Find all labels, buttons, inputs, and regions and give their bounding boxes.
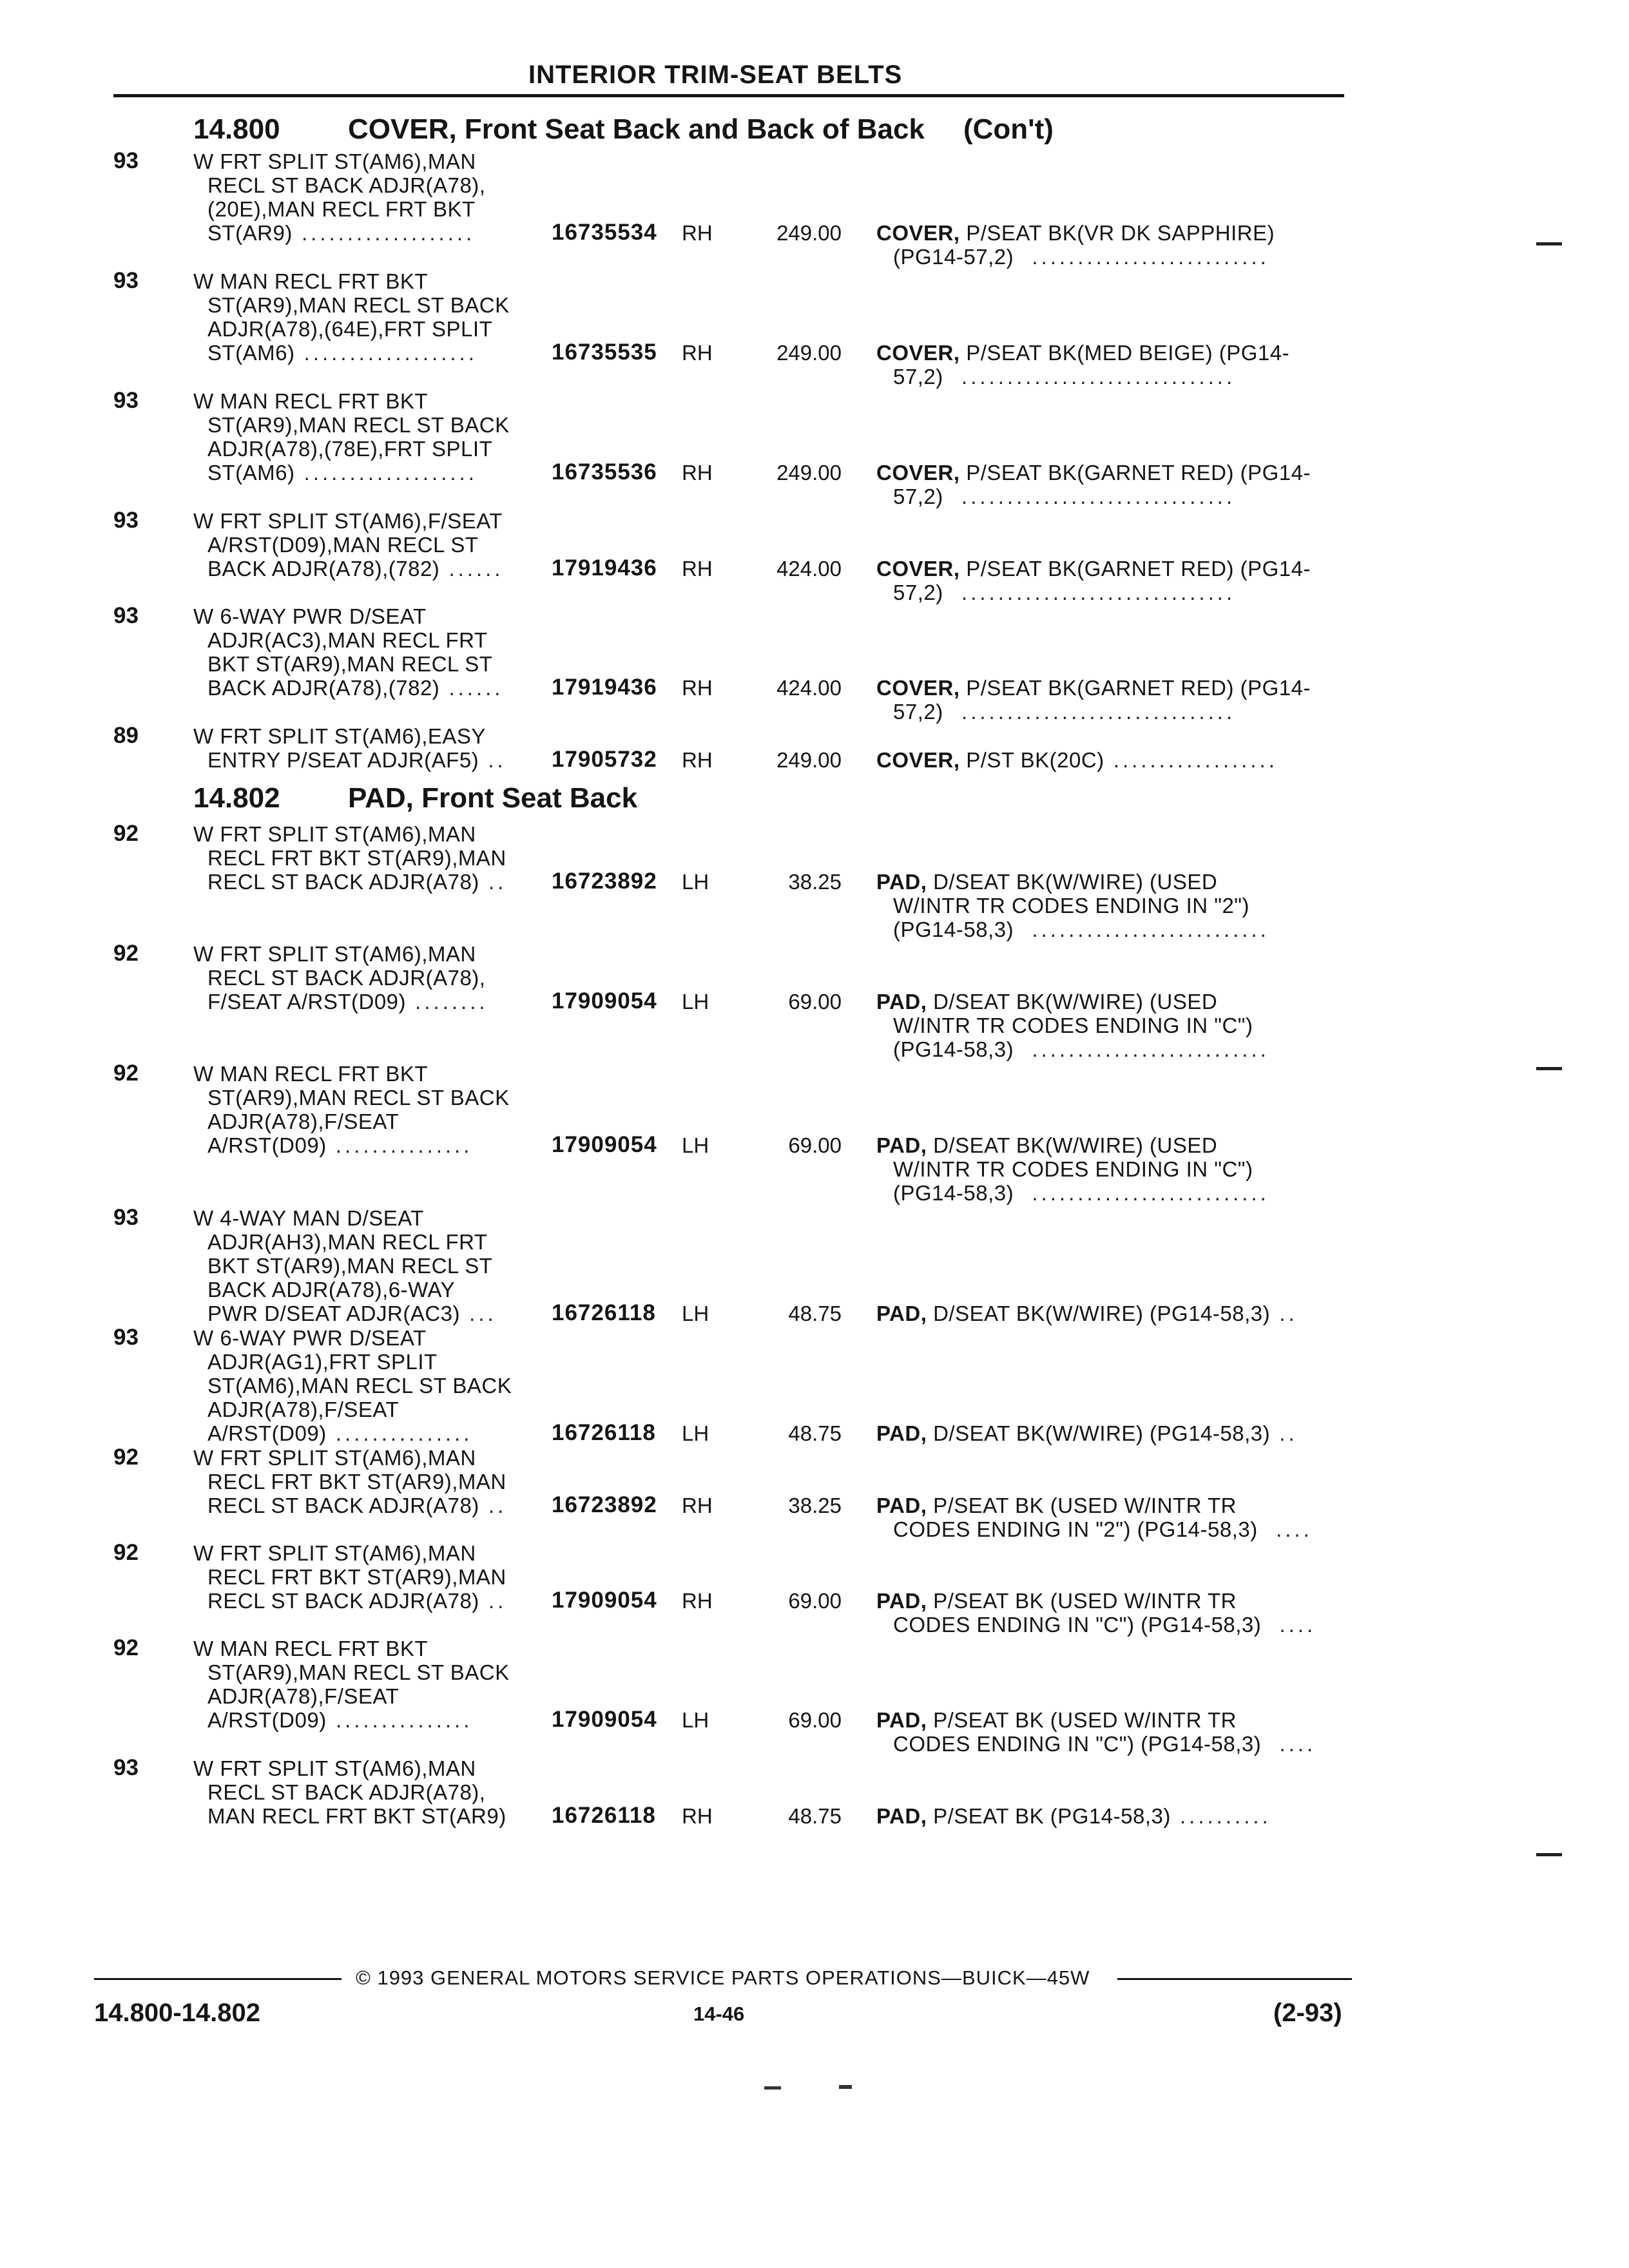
part-name-continuation-text: CODES ENDING IN "2") (PG14-58,3) (893, 1517, 1258, 1541)
usage-text: ST(AR9),MAN RECL ST BACK (207, 1660, 510, 1684)
part-name-detail: P/SEAT BK(GARNET RED) (PG14- (959, 676, 1311, 700)
part-name-keyword: COVER, (876, 557, 960, 581)
footer-revision: (2-93) (1273, 1999, 1342, 2027)
usage-text: W FRT SPLIT ST(AM6),MAN (193, 1446, 476, 1470)
part-number: 16726118 (552, 1300, 656, 1325)
part-name-continuation (893, 1613, 1316, 1637)
part-name-keyword: COVER, (876, 676, 960, 700)
part-price: 38.25 (788, 1494, 842, 1517)
usage-description-line (207, 173, 485, 198)
usage-text: W FRT SPLIT ST(AM6),MAN (193, 942, 476, 966)
part-name-continuation (893, 485, 1235, 509)
part-name-continuation (893, 365, 1235, 389)
part-price: 424.00 (776, 557, 842, 581)
section-number: 14.802 (193, 782, 280, 814)
usage-text: A/RST(D09) (207, 1421, 327, 1445)
part-name (876, 1494, 1237, 1518)
part-side: LH (682, 1133, 709, 1157)
part-side: LH (682, 1708, 709, 1732)
usage-text: ADJR(A78),F/SEAT (207, 1398, 400, 1421)
dot-leader: ............... (326, 1133, 473, 1157)
entry-code: 93 (113, 388, 139, 413)
part-name-keyword: PAD, (876, 870, 927, 894)
scan-speck (764, 2086, 781, 2090)
part-name (876, 1133, 1217, 1158)
entry-code: 93 (113, 148, 139, 173)
dot-leader: ............... (326, 1708, 473, 1732)
usage-description-line (207, 748, 506, 773)
usage-description-line (207, 1470, 506, 1494)
part-name-detail: P/SEAT BK(MED BEIGE) (PG14- (959, 341, 1290, 365)
part-side: RH (682, 221, 713, 245)
usage-description-line (207, 533, 479, 557)
dot-leader: .. (1270, 1302, 1298, 1325)
usage-text: W 6-WAY PWR D/SEAT (193, 1326, 427, 1350)
part-side: LH (682, 1302, 709, 1325)
part-name-continuation-text: 57,2) (893, 581, 943, 604)
part-name-detail: P/SEAT BK (USED W/INTR TR (927, 1494, 1237, 1517)
part-price: 249.00 (776, 221, 842, 245)
dot-leader: .. (1270, 1421, 1298, 1445)
usage-description-line (207, 1133, 472, 1158)
part-name-detail: P/SEAT BK (USED W/INTR TR (927, 1708, 1237, 1732)
footer-rule-right (1117, 1978, 1352, 1980)
usage-description-line (207, 341, 477, 365)
part-name-keyword: PAD, (876, 990, 927, 1014)
part-name-keyword: COVER, (876, 461, 960, 485)
dot-leader: .................. (1104, 748, 1278, 772)
usage-description-line (207, 1350, 438, 1374)
part-name-continuation-text: 57,2) (893, 700, 943, 724)
part-side: LH (682, 1421, 709, 1445)
entry-code: 93 (113, 1325, 139, 1350)
usage-description-line (207, 293, 510, 318)
usage-text: W 4-WAY MAN D/SEAT (193, 1206, 424, 1230)
usage-description-line (207, 1589, 506, 1613)
part-name-keyword: PAD, (876, 1494, 927, 1517)
usage-description-line (193, 1637, 428, 1661)
header-rule (113, 94, 1344, 97)
usage-description-line (193, 942, 476, 966)
section-number: 14.800 (193, 113, 280, 145)
part-number: 16726118 (552, 1420, 656, 1445)
usage-description-line (207, 413, 510, 437)
part-name (876, 341, 1289, 365)
part-price: 48.75 (788, 1302, 842, 1325)
usage-description-line (207, 557, 503, 581)
dot-leader: ... (460, 1302, 497, 1325)
usage-text: RECL ST BACK ADJR(A78), (207, 1780, 486, 1804)
usage-description-line (193, 389, 428, 414)
usage-description-line (207, 1494, 506, 1518)
part-name (876, 990, 1217, 1014)
dot-leader: .......................... (1014, 1181, 1269, 1205)
entry-code: 92 (113, 1061, 139, 1086)
usage-description-line (207, 317, 492, 341)
section-title: PAD, Front Seat Back (348, 782, 638, 814)
usage-description-line (207, 1254, 492, 1278)
margin-tick (1536, 1067, 1562, 1070)
usage-text: ENTRY P/SEAT ADJR(AF5) (207, 748, 479, 772)
usage-text: W MAN RECL FRT BKT (193, 389, 429, 413)
part-price: 48.75 (788, 1804, 842, 1828)
page-header: INTERIOR TRIM-SEAT BELTS (528, 61, 903, 89)
part-side: RH (682, 1589, 713, 1613)
usage-text: ADJR(A78),F/SEAT (207, 1110, 400, 1133)
part-name-continuation (893, 918, 1269, 942)
usage-text: ADJR(AC3),MAN RECL FRT (207, 628, 488, 652)
entry-code: 93 (113, 603, 139, 628)
usage-description-line (207, 652, 492, 677)
part-name-continuation-text: CODES ENDING IN "C") (PG14-58,3) (893, 1732, 1262, 1756)
part-name-continuation (893, 700, 1235, 724)
usage-description-line (193, 1326, 427, 1350)
part-name-keyword: COVER, (876, 748, 960, 772)
usage-description-line (193, 509, 503, 533)
usage-description-line (207, 1110, 399, 1134)
part-number: 17905732 (552, 747, 657, 772)
part-side: RH (682, 1804, 713, 1828)
part-name-continuation (893, 1517, 1313, 1542)
part-number: 16723892 (552, 1492, 657, 1517)
usage-description-line (207, 1302, 497, 1326)
usage-text: A/RST(D09) (207, 1708, 327, 1732)
part-name-keyword: COVER, (876, 341, 960, 365)
usage-description-line (207, 1684, 399, 1709)
part-name-continuation-text: (PG14-58,3) (893, 1037, 1014, 1061)
part-number: 17909054 (552, 1707, 657, 1732)
part-number: 17909054 (552, 1588, 657, 1613)
usage-text: ST(AM6) (207, 461, 295, 485)
part-name-detail: P/SEAT BK(GARNET RED) (PG14- (959, 461, 1311, 485)
usage-text: (20E),MAN RECL FRT BKT (207, 197, 476, 221)
dot-leader: .............................. (943, 700, 1236, 724)
dot-leader: ...... (439, 557, 504, 581)
dot-leader: .............................. (943, 365, 1236, 389)
dot-leader: .... (1261, 1613, 1316, 1637)
usage-description-line (207, 966, 485, 990)
entry-code: 93 (113, 268, 139, 293)
usage-text: MAN RECL FRT BKT ST(AR9) (207, 1804, 506, 1828)
footer-page-number: 14-46 (693, 2003, 745, 2025)
part-name-detail: P/SEAT BK (PG14-58,3) (927, 1804, 1171, 1828)
dot-leader: ...... (439, 676, 504, 700)
usage-description-line (193, 822, 476, 847)
usage-description-line (207, 1780, 485, 1805)
part-price: 69.00 (788, 1708, 842, 1732)
part-price: 249.00 (776, 461, 842, 485)
part-name-continuation-text: (PG14-57,2) (893, 245, 1014, 269)
scan-speck (839, 2085, 852, 2089)
usage-description-line (193, 1206, 424, 1231)
usage-description-line (207, 221, 475, 245)
part-price: 249.00 (776, 748, 842, 772)
entry-code: 93 (113, 508, 139, 533)
part-side: RH (682, 341, 713, 365)
entry-code: 92 (113, 821, 139, 846)
part-name-detail: D/SEAT BK(W/WIRE) (USED (927, 990, 1218, 1014)
part-number: 16735534 (552, 220, 657, 245)
dot-leader: .. (479, 1589, 507, 1613)
part-name-detail: P/ST BK(20C) (959, 748, 1104, 772)
usage-text: W FRT SPLIT ST(AM6),F/SEAT (193, 509, 503, 533)
usage-text: A/RST(D09) (207, 1133, 327, 1157)
part-name (876, 461, 1311, 485)
entry-code: 93 (113, 1755, 139, 1780)
usage-description-line (193, 269, 428, 294)
usage-text: W MAN RECL FRT BKT (193, 1637, 429, 1660)
usage-text: W FRT SPLIT ST(AM6),MAN (193, 1756, 476, 1780)
part-name-continuation-text: CODES ENDING IN "C") (PG14-58,3) (893, 1613, 1262, 1637)
part-number: 16735536 (552, 459, 657, 485)
part-name-detail: D/SEAT BK(W/WIRE) (USED (927, 1133, 1218, 1157)
dot-leader: ................... (292, 221, 476, 245)
usage-description-line (207, 1398, 399, 1422)
usage-text: W 6-WAY PWR D/SEAT (193, 604, 427, 628)
usage-text: BKT ST(AR9),MAN RECL ST (207, 652, 493, 676)
part-name (876, 1589, 1237, 1613)
dot-leader: .......................... (1014, 1037, 1269, 1061)
entry-code: 92 (113, 1445, 139, 1470)
part-price: 249.00 (776, 341, 842, 365)
part-name (876, 676, 1311, 700)
usage-description-line (207, 1086, 510, 1110)
usage-text: RECL FRT BKT ST(AR9),MAN (207, 1565, 506, 1589)
entry-code: 89 (113, 723, 139, 748)
entry-code: 92 (113, 941, 139, 966)
part-name-keyword: PAD, (876, 1708, 927, 1732)
footer-rule-left (94, 1978, 342, 1980)
usage-text: ST(AM6) (207, 341, 295, 365)
usage-text: BACK ADJR(A78),(782) (207, 557, 440, 581)
usage-description-line (207, 1278, 455, 1302)
usage-description-line (207, 1804, 506, 1829)
part-side: RH (682, 748, 713, 772)
part-number: 17909054 (552, 988, 657, 1014)
usage-text: ST(AR9) (207, 221, 293, 245)
usage-description-line (207, 628, 488, 653)
usage-text: ADJR(A78),(64E),FRT SPLIT (207, 317, 493, 341)
part-name (876, 1302, 1298, 1326)
part-side: LH (682, 870, 709, 894)
footer-range: 14.800-14.802 (94, 1999, 261, 2027)
usage-description-line (193, 1541, 476, 1566)
part-name-keyword: PAD, (876, 1589, 927, 1613)
usage-description-line (193, 604, 427, 629)
usage-text: ADJR(AH3),MAN RECL FRT (207, 1230, 488, 1254)
usage-text: ST(AR9),MAN RECL ST BACK (207, 1086, 510, 1110)
usage-text: ST(AM6),MAN RECL ST BACK (207, 1374, 512, 1398)
part-price: 38.25 (788, 870, 842, 894)
usage-description-line (207, 846, 506, 870)
section-title: COVER, Front Seat Back and Back of Back (348, 113, 925, 145)
usage-text: RECL FRT BKT ST(AR9),MAN (207, 846, 506, 870)
dot-leader: ........ (406, 990, 488, 1014)
part-name (876, 870, 1217, 894)
part-name-keyword: PAD, (876, 1302, 927, 1325)
part-name-detail: P/SEAT BK(VR DK SAPPHIRE) (959, 221, 1275, 245)
dot-leader: .............................. (943, 581, 1236, 604)
part-name (876, 1421, 1298, 1446)
part-name-detail: D/SEAT BK(W/WIRE) (PG14-58,3) (927, 1421, 1271, 1445)
usage-text: W MAN RECL FRT BKT (193, 269, 429, 293)
part-number: 17919436 (552, 675, 657, 700)
part-price: 69.00 (788, 1589, 842, 1613)
usage-text: ST(AR9),MAN RECL ST BACK (207, 413, 510, 437)
section-heading (193, 782, 637, 814)
usage-text: RECL ST BACK ADJR(A78) (207, 870, 479, 894)
usage-description-line (207, 461, 477, 485)
usage-text: RECL ST BACK ADJR(A78), (207, 966, 486, 990)
part-side: RH (682, 557, 713, 581)
usage-description-line (207, 1374, 512, 1398)
part-number: 17909054 (552, 1132, 657, 1157)
usage-description-line (207, 1660, 510, 1685)
part-name (876, 1708, 1237, 1733)
usage-text: ADJR(A78),(78E),FRT SPLIT (207, 437, 493, 461)
part-price: 69.00 (788, 990, 842, 1014)
part-name (876, 748, 1278, 773)
usage-text: BACK ADJR(A78),6-WAY (207, 1278, 456, 1302)
dot-leader: ................... (294, 341, 477, 365)
usage-description-line (193, 724, 486, 749)
usage-description-line (207, 1708, 472, 1733)
part-name-continuation-text: 57,2) (893, 365, 943, 389)
usage-description-line (207, 197, 476, 222)
usage-text: W FRT SPLIT ST(AM6),MAN (193, 149, 476, 173)
dot-leader: .......................... (1014, 918, 1269, 941)
part-price: 424.00 (776, 676, 842, 700)
usage-description-line (207, 990, 488, 1014)
part-price: 48.75 (788, 1421, 842, 1445)
dot-leader: .... (1257, 1517, 1313, 1541)
usage-text: RECL ST BACK ADJR(A78) (207, 1589, 479, 1613)
usage-text: BKT ST(AR9),MAN RECL ST (207, 1254, 493, 1278)
part-number: 16723892 (552, 869, 657, 894)
dot-leader: .............................. (943, 485, 1236, 508)
margin-tick (1536, 1853, 1562, 1856)
part-name-continuation (893, 1732, 1316, 1756)
part-name (876, 221, 1275, 245)
part-name-continuation (893, 1037, 1269, 1062)
part-name-continuation-text: 57,2) (893, 485, 943, 508)
part-name-keyword: PAD, (876, 1421, 927, 1445)
usage-description-line (207, 676, 503, 700)
part-name-keyword: PAD, (876, 1804, 927, 1828)
usage-text: A/RST(D09),MAN RECL ST (207, 533, 479, 557)
dot-leader: ............... (326, 1421, 473, 1445)
part-side: RH (682, 676, 713, 700)
part-number: 17919436 (552, 555, 657, 581)
part-name-keyword: PAD, (876, 1133, 927, 1157)
part-name-continuation: W/INTR TR CODES ENDING IN "2") (893, 894, 1250, 918)
usage-text: RECL ST BACK ADJR(A78), (207, 173, 486, 197)
usage-description-line (207, 437, 492, 461)
usage-description-line (207, 1565, 506, 1590)
part-name (876, 557, 1311, 581)
part-name-detail: D/SEAT BK(W/WIRE) (USED (927, 870, 1218, 894)
usage-text: W FRT SPLIT ST(AM6),MAN (193, 1541, 476, 1565)
part-number: 16735535 (552, 340, 657, 365)
part-name-detail: P/SEAT BK (USED W/INTR TR (927, 1589, 1237, 1613)
dot-leader: .. (479, 1494, 507, 1517)
part-name-continuation (893, 245, 1269, 269)
usage-text: ADJR(AG1),FRT SPLIT (207, 1350, 438, 1374)
usage-text: ST(AR9),MAN RECL ST BACK (207, 293, 510, 317)
usage-text: W FRT SPLIT ST(AM6),EASY (193, 724, 486, 748)
usage-text: W MAN RECL FRT BKT (193, 1062, 429, 1086)
part-name-continuation: W/INTR TR CODES ENDING IN "C") (893, 1014, 1253, 1037)
part-number: 16726118 (552, 1803, 656, 1828)
usage-description-line (207, 1230, 488, 1254)
usage-text: ADJR(A78),F/SEAT (207, 1684, 400, 1708)
entry-code: 93 (113, 1205, 139, 1230)
part-side: RH (682, 461, 713, 485)
dot-leader: .... (1261, 1732, 1316, 1756)
part-name-continuation (893, 581, 1235, 605)
dot-leader: .......... (1170, 1804, 1271, 1828)
part-side: LH (682, 990, 709, 1014)
usage-description-line (193, 1062, 428, 1086)
usage-text: W FRT SPLIT ST(AM6),MAN (193, 822, 476, 846)
part-name-continuation-text: (PG14-58,3) (893, 1181, 1014, 1205)
usage-description-line (193, 149, 476, 174)
usage-description-line (207, 870, 506, 894)
usage-text: RECL ST BACK ADJR(A78) (207, 1494, 479, 1517)
part-name-detail: D/SEAT BK(W/WIRE) (PG14-58,3) (927, 1302, 1271, 1325)
usage-description-line (193, 1446, 476, 1470)
usage-text: PWR D/SEAT ADJR(AC3) (207, 1302, 460, 1325)
usage-text: F/SEAT A/RST(D09) (207, 990, 407, 1014)
dot-leader: .. (479, 870, 507, 894)
usage-text: BACK ADJR(A78),(782) (207, 676, 440, 700)
footer-copyright: © 1993 GENERAL MOTORS SERVICE PARTS OPERATIONS—BUICK—45W (356, 1966, 1090, 1989)
part-name-continuation: W/INTR TR CODES ENDING IN "C") (893, 1157, 1253, 1181)
entry-code: 92 (113, 1540, 139, 1565)
dot-leader: ................... (294, 461, 477, 485)
dot-leader: .. (479, 748, 506, 772)
section-continued: (Con't) (963, 113, 1054, 145)
part-name-detail: P/SEAT BK(GARNET RED) (PG14- (959, 557, 1311, 581)
part-price: 69.00 (788, 1133, 842, 1157)
part-name-continuation-text: (PG14-58,3) (893, 918, 1014, 941)
margin-tick (1536, 242, 1562, 245)
section-heading (193, 113, 1054, 146)
dot-leader: .......................... (1014, 245, 1269, 269)
part-name (876, 1804, 1271, 1829)
usage-description-line (193, 1756, 476, 1781)
usage-description-line (207, 1421, 472, 1446)
entry-code: 92 (113, 1635, 139, 1660)
part-side: RH (682, 1494, 713, 1517)
part-name-continuation (893, 1181, 1269, 1206)
part-name-keyword: COVER, (876, 221, 960, 245)
usage-text: RECL FRT BKT ST(AR9),MAN (207, 1470, 506, 1494)
